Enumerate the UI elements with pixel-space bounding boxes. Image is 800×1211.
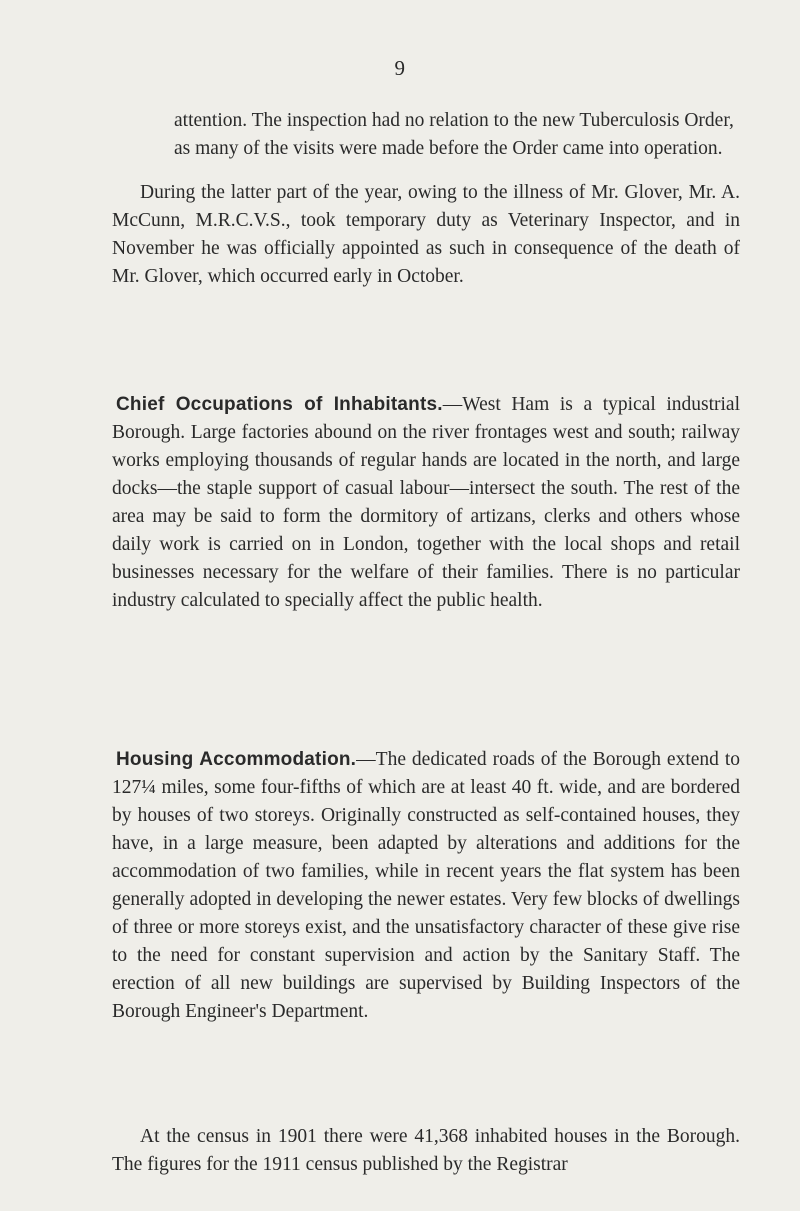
section-body-housing-accommodation: —The dedicated roads of the Borough extend to 127¼ miles, some four-fifths of which are at least 40 ft. wide, and are bordered by houses of two storeys. Originally constructed as self-contained houses, they have, in a large measure, been adapted by alterations and additions for the accommodation of two families, while in recent years the flat system has been generally adopted in developing the newer estates. Very few blocks of dwellings of three or more storeys exist, and the unsatisfactory character of these give rise to the need for constant supervision and action by the Sanitary Staff. The erection of all new buildings are supervised by Building Inspectors of the Borough Engineer's Department. [112,749,740,1022]
section-heading-housing-accommodation: Housing Accommodation. [116,749,357,770]
section-heading-chief-occupations: Chief Occupations of Inhabitants. [116,394,443,415]
paragraph-chief-occupations [112,391,740,615]
page-number: 9 [394,56,406,80]
paragraph-veterinary-inspector: During the latter part of the year, owing to the illness of Mr. Glover, Mr. A. McCunn, M.R.C.V.S., took temporary duty as Veterinary Inspector, and in November he was officially appointed as such in consequence of the death of Mr. Glover, which occurred early in October. [112,182,740,287]
paragraph-housing-accommodation [112,746,740,1026]
section-body-chief-occupations: —West Ham is a typical industrial Borough. Large factories abound on the river frontages west and south; railway works employing thousands of regular hands are located in the north, and large docks—the staple support of casual labour—intersect the south. The rest of the area may be said to form the dormitory of artizans, clerks and others whose daily work is carried on in London, together with the local shops and retail businesses necessary for the welfare of their families. There is no particular industry calculated to specially affect the public health. [112,394,741,611]
paragraph-continuation: attention. The inspection had no relation to the new Tuberculosis Order, as many of the visits were made before the Order came into operation. [174,110,734,159]
paragraph-census: At the census in 1901 there were 41,368 inhabited houses in the Borough. The figures for the 1911 census published by the Registrar [112,1126,740,1175]
